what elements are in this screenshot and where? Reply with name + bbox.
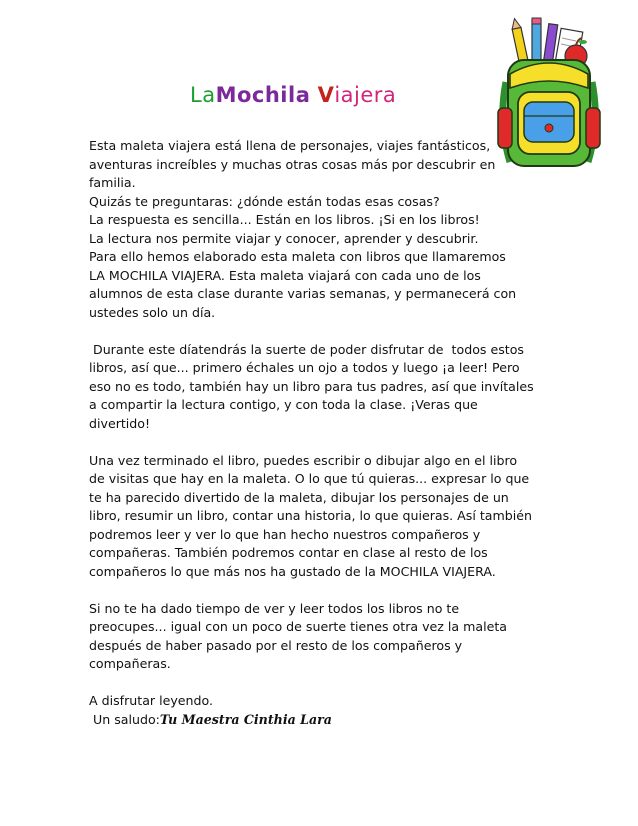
- text-line: libro, resumir un libro, contar una historia, lo que quieras. Así también: [89, 508, 532, 523]
- text-line: podremos leer y ver lo que han hecho nuestros compañeros y: [89, 526, 481, 542]
- text-line: eso no es todo, también hay un libro para tus padres, así que invítales: [89, 378, 534, 394]
- text-line: compañeras.: [89, 656, 171, 671]
- title-part-mochila: Mochila: [215, 83, 311, 107]
- paragraph-3: [89, 452, 549, 582]
- title-part-la: La: [190, 83, 216, 107]
- greeting-text: Un saludo:: [89, 711, 160, 727]
- text-line: Una vez terminado el libro, puedes escribir o dibujar algo en el libro: [89, 452, 518, 468]
- text-line: aventuras increíbles y muchas otras cosas más por descubrir en: [89, 156, 496, 172]
- text-line: te ha parecido divertido de la maleta, dibujar los personajes de un: [89, 489, 509, 505]
- greeting-line: [89, 711, 549, 730]
- text-line: a compartir la lectura contigo, y con toda la clase. ¡Veras que: [89, 397, 478, 412]
- text-line: Durante este díatendrás la suerte de poder disfrutar de todos estos: [89, 341, 524, 357]
- paragraph-1: [89, 137, 549, 322]
- text-line: Si no te ha dado tiempo de ver y leer todos los libros no te: [89, 600, 460, 616]
- title-part-iajera: iajera: [334, 83, 397, 107]
- text-line: compañeras. También podremos contar en clase al resto de los: [89, 545, 488, 560]
- text-line: LA MOCHILA VIAJERA. Esta maleta viajará con cada uno de los: [89, 267, 481, 283]
- text-line: de visitas que hay en la maleta. O lo que tú quieras... expresar lo que: [89, 471, 530, 486]
- closing-line: A disfrutar leyendo.: [89, 693, 214, 708]
- page-title: [190, 83, 396, 107]
- text-line: La lectura nos permite viajar y conocer, aprender y descubrir.: [89, 230, 479, 246]
- text-line: familia.: [89, 175, 136, 190]
- letter-body: [89, 137, 549, 729]
- text-line: Quizás te preguntaras: ¿dónde están todas esas cosas?: [89, 193, 440, 209]
- title-part-v: V: [317, 83, 335, 107]
- text-line: divertido!: [89, 415, 151, 431]
- text-line: después de haber pasado por el resto de los compañeros y: [89, 637, 463, 653]
- text-line: libros, así que... primero échales un ojo a todos y luego ¡a leer! Pero: [89, 360, 520, 375]
- text-line: Esta maleta viajera está llena de personajes, viajes fantásticos,: [89, 138, 491, 153]
- paragraph-2: [89, 341, 549, 434]
- signature: Tu Maestra Cinthia Lara: [159, 711, 332, 727]
- closing: [89, 692, 549, 729]
- text-line: ustedes solo un día.: [89, 304, 216, 320]
- text-line: compañeros lo que más nos ha gustado de la MOCHILA VIAJERA.: [89, 563, 496, 579]
- text-line: La respuesta es sencilla... Están en los libros. ¡Si en los libros!: [89, 212, 480, 227]
- text-line: preocupes... igual con un poco de suerte tienes otra vez la maleta: [89, 619, 508, 634]
- text-line: Para ello hemos elaborado esta maleta con libros que llamaremos: [89, 249, 506, 264]
- paragraph-4: [89, 600, 549, 674]
- text-line: alumnos de esta clase durante varias semanas, y permanecerá con: [89, 286, 517, 301]
